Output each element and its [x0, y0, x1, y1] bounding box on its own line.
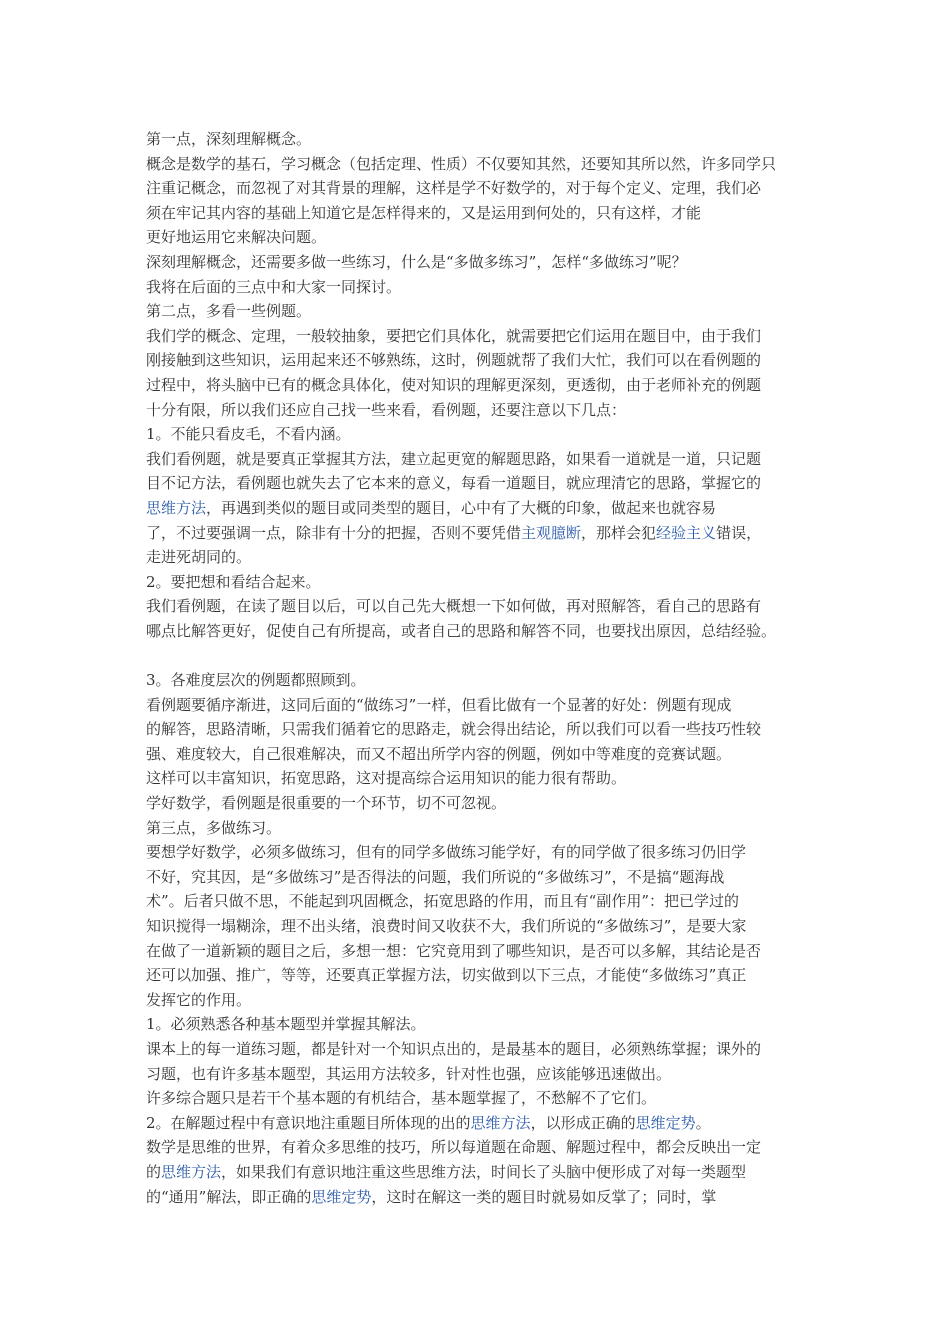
text-line — [146, 447, 826, 472]
text-segment: 要想学好数学，必须多做练习，但有的同学多做练习能学好，有的同学做了很多练习仍旧学 — [146, 843, 747, 862]
text-segment: 错误， — [716, 523, 762, 542]
text-line — [146, 348, 826, 373]
text-segment: 更好地运用它来解决问题。 — [146, 228, 327, 247]
text-line — [146, 1111, 826, 1136]
text-line — [146, 225, 826, 250]
text-segment: 在做了一道新颖的题目之后，多想一想：它究竟用到了哪些知识，是否可以多解，其结论是否 — [146, 941, 762, 960]
text-line — [146, 1185, 826, 1210]
text-line — [146, 717, 826, 742]
text-line — [146, 201, 826, 226]
text-segment: 的解答，思路清晰，只需我们循着它的思路走，就会得出结论，所以我们可以看一些技巧性较 — [146, 720, 762, 739]
text-segment: 目不记方法，看例题也就失去了它本来的意义，每看一道题目，就应理清它的思路，掌握它的 — [146, 474, 762, 493]
text-line — [146, 1062, 826, 1087]
text-segment: 十分有限，所以我们还应自己找一些来看，看例题，还要注意以下几点： — [146, 400, 627, 419]
text-segment: 学好数学，看例题是很重要的一个环节，切不可忽视。 — [146, 794, 507, 813]
text-segment: 许多综合题只是若干个基本题的有机结合，基本题掌握了，不愁解不了它们。 — [146, 1089, 657, 1108]
text-line — [146, 914, 826, 939]
text-segment: 概念是数学的基石，学习概念（包括定理、性质）不仅要知其然，还要知其所以然，许多同学只 — [146, 154, 777, 173]
text-segment: 看例题要循序渐进，这同后面的“做练习”一样，但看比做有一个显著的好处：例题有现成 — [146, 695, 732, 714]
text-line — [146, 693, 826, 718]
text-line — [146, 1012, 826, 1037]
text-line — [146, 1135, 826, 1160]
text-segment: 了，不过要强调一点，除非有十分的把握，否则不要凭借 — [146, 523, 522, 542]
text-line — [146, 791, 826, 816]
text-segment: 我将在后面的三点中和大家一同探讨。 — [146, 277, 402, 296]
text-segment: 知识搅得一塌糊涂，理不出头绪，浪费时间又收获不大，我们所说的“多做练习”，是要大家 — [146, 917, 747, 935]
text-segment: 的 — [146, 1162, 162, 1181]
hyperlink[interactable]: 思维方法 — [146, 498, 207, 517]
text-segment: 课本上的每一道练习题，都是针对一个知识点出的，是最基本的题目，必须熟练掌握；课外的 — [146, 1039, 762, 1058]
text-segment: 第二点，多看一些例题。 — [146, 302, 312, 321]
text-line — [146, 668, 826, 693]
text-line — [146, 619, 826, 644]
text-segment: 3。各难度层次的例题都照顾到。 — [146, 671, 366, 690]
text-segment: 还可以加强、推广，等等，还要真正掌握方法，切实做到以下三点，才能使“多做练习”真正 — [146, 966, 747, 985]
text-line — [146, 889, 826, 914]
text-line — [146, 521, 826, 546]
text-segment: ，以形成正确的 — [530, 1113, 636, 1132]
text-segment: 不好，究其因，是“多做练习”是否得法的问题，我们所说的“多做练习”，不是搞“题海战 — [146, 867, 725, 886]
text-segment: 2。要把想和看结合起来。 — [146, 572, 321, 591]
hyperlink[interactable]: 思维方法 — [470, 1113, 531, 1132]
text-segment: 的“通用”解法，即正确的 — [146, 1187, 312, 1206]
text-line — [146, 496, 826, 521]
hyperlink[interactable]: 思维方法 — [161, 1162, 222, 1181]
document-body — [146, 127, 826, 1209]
text-segment: 习题，也有许多基本题型，其运用方法较多，针对性也强，应该能够迅速做出。 — [146, 1064, 672, 1083]
text-line — [146, 471, 826, 496]
text-line — [146, 127, 826, 152]
text-segment: 深刻理解概念，还需要多做一些练习，什么是“多做多练习”，怎样“多做练习”呢？ — [146, 252, 687, 271]
hyperlink[interactable]: 思维定势 — [311, 1187, 372, 1206]
text-segment: 过程中，将头脑中已有的概念具体化，使对知识的理解更深刻，更透彻，由于老师补充的例题 — [146, 375, 762, 394]
text-segment: ，再遇到类似的题目或同类型的题目，心中有了大概的印象，做起来也就容易 — [206, 498, 717, 517]
blank-line — [146, 643, 826, 668]
text-line — [146, 250, 826, 275]
text-line — [146, 152, 826, 177]
text-segment: 哪点比解答更好，促使自己有所提高，或者自己的思路和解答不同，也要找出原因，总结经验。 — [146, 621, 777, 640]
text-segment: 第三点，多做练习。 — [146, 818, 282, 837]
text-line — [146, 939, 826, 964]
text-line — [146, 1086, 826, 1111]
text-line — [146, 594, 826, 619]
text-line — [146, 398, 826, 423]
text-segment: ，那样会犯 — [581, 523, 657, 542]
text-line — [146, 275, 826, 300]
text-line — [146, 766, 826, 791]
text-line — [146, 545, 826, 570]
text-line — [146, 742, 826, 767]
text-segment: 1。必须熟悉各种基本题型并掌握其解法。 — [146, 1015, 426, 1034]
text-segment: 术”。后者只做不思，不能起到巩固概念，拓宽思路的作用，而且有“副作用”：把已学过的 — [146, 892, 740, 911]
text-segment: 须在牢记其内容的基础上知道它是怎样得来的，又是运用到何处的，只有这样，才能 — [146, 203, 702, 222]
text-segment: 数学是思维的世界，有着众多思维的技巧，所以每道题在命题、解题过程中，都会反映出一定 — [146, 1138, 762, 1157]
text-segment: 1。不能只看皮毛，不看内涵。 — [146, 425, 351, 444]
text-line — [146, 1160, 826, 1185]
text-line — [146, 1037, 826, 1062]
text-segment: 注重记概念，而忽视了对其背景的理解，这样是学不好数学的，对于每个定义、定理，我们必 — [146, 179, 762, 198]
text-segment: 我们看例题，就是要真正掌握其方法，建立起更宽的解题思路，如果看一道就是一道，只记题 — [146, 449, 762, 468]
text-line — [146, 324, 826, 349]
hyperlink[interactable]: 主观臆断 — [521, 523, 582, 542]
text-segment: 发挥它的作用。 — [146, 990, 252, 1009]
text-segment: ，如果我们有意识地注重这些思维方法，时间长了头脑中便形成了对每一类题型 — [221, 1162, 747, 1181]
text-line — [146, 570, 826, 595]
hyperlink[interactable]: 思维定势 — [635, 1113, 696, 1132]
text-line — [146, 373, 826, 398]
text-segment: 2。在解题过程中有意识地注重题目所体现的出的 — [146, 1113, 471, 1132]
text-segment: 走进死胡同的。 — [146, 548, 252, 567]
text-segment: ，这时在解这一类的题目时就易如反掌了；同时，掌 — [371, 1187, 717, 1206]
text-line — [146, 988, 826, 1013]
hyperlink[interactable]: 经验主义 — [656, 523, 717, 542]
text-line — [146, 816, 826, 841]
text-line — [146, 176, 826, 201]
text-segment: 这样可以丰富知识，拓宽思路，这对提高综合运用知识的能力很有帮助。 — [146, 769, 627, 788]
text-segment: 强、难度较大，自己很难解决，而又不超出所学内容的例题，例如中等难度的竞赛试题。 — [146, 744, 732, 763]
text-segment: 我们看例题，在读了题目以后，可以自己先大概想一下如何做，再对照解答，看自己的思路有 — [146, 597, 762, 616]
text-segment: 。 — [695, 1113, 711, 1132]
text-line — [146, 963, 826, 988]
text-segment: 刚接触到这些知识，运用起来还不够熟练，这时，例题就帮了我们大忙，我们可以在看例题的 — [146, 351, 762, 370]
text-segment: 我们学的概念、定理，一般较抽象，要把它们具体化，就需要把它们运用在题目中，由于我们 — [146, 326, 762, 345]
text-line — [146, 840, 826, 865]
text-line — [146, 299, 826, 324]
text-line — [146, 865, 826, 890]
text-segment: 第一点，深刻理解概念。 — [146, 130, 312, 148]
text-line — [146, 422, 826, 447]
